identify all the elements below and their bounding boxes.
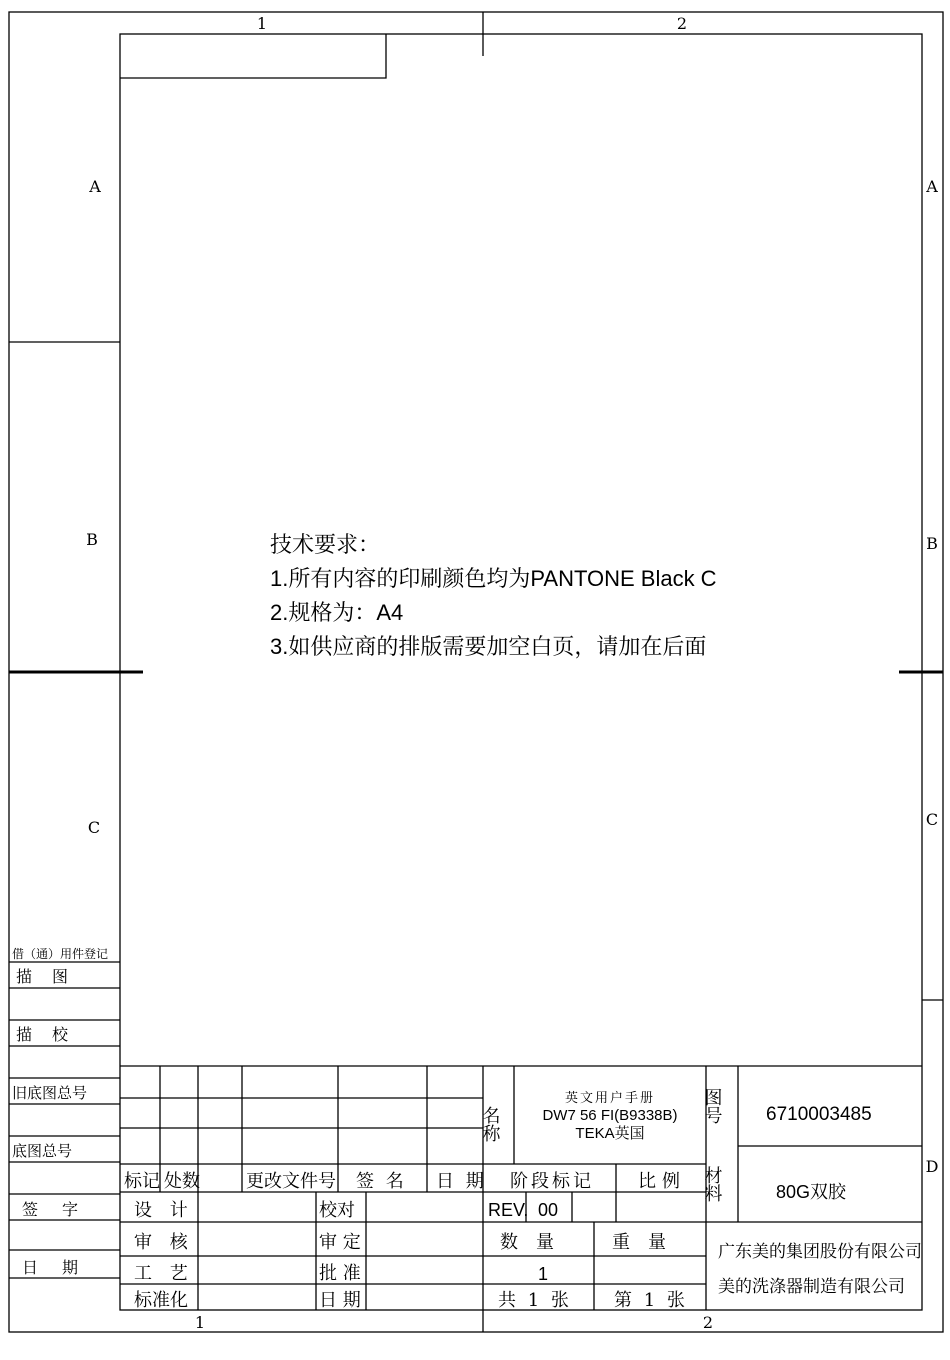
zone-row-a-left: A: [89, 177, 101, 196]
scale-label: 比例: [638, 1171, 686, 1192]
drawing-no-label: 图号: [701, 1088, 723, 1124]
role-process: 工 艺: [134, 1263, 194, 1284]
name-label: 名称: [479, 1106, 501, 1142]
notes-heading: 技术要求：: [270, 532, 381, 557]
zone-row-d-right: D: [925, 1157, 939, 1176]
role-review: 审 核: [134, 1232, 194, 1253]
role-approve-check: 审 定: [319, 1232, 361, 1253]
role-proofread: 校对: [319, 1200, 355, 1221]
title-block-text: [124, 1088, 922, 1311]
base-no-label: 底图总号: [12, 1142, 73, 1160]
name-line-2: DW7 56 FI(B9338B): [542, 1107, 678, 1124]
header-count: 处数: [164, 1171, 200, 1192]
header-change-doc: 更改文件号: [246, 1171, 336, 1192]
rev-label: REV.: [488, 1200, 529, 1220]
role-standardize: 标准化: [134, 1290, 188, 1311]
technical-requirements: [270, 528, 717, 664]
zone-labels: [86, 14, 938, 1332]
notes-line-2: 2.规格为：A4: [270, 600, 404, 625]
check-label: 描 校: [16, 1025, 71, 1044]
old-base-no-label: 旧底图总号: [12, 1084, 88, 1102]
quantity-value: 1: [538, 1264, 549, 1284]
name-line-3: TEKA英国: [575, 1125, 645, 1142]
total-sheets: 共 1 张: [498, 1290, 572, 1311]
zone-row-c-left: C: [87, 818, 101, 837]
role-approve: 批 准: [319, 1263, 361, 1284]
material-label: 材料: [701, 1166, 723, 1202]
signature-label: 签 字: [22, 1200, 83, 1219]
header-sign: 签 名: [356, 1171, 407, 1192]
rev-value: 00: [538, 1200, 559, 1220]
trace-label: 描 图: [16, 967, 71, 986]
header-date: 日 期: [436, 1171, 487, 1192]
zone-col-1-bottom: 1: [194, 1313, 206, 1332]
drawing-no: 6710003485: [766, 1104, 872, 1125]
zone-row-b-left: B: [86, 530, 98, 549]
quantity-label: 数 量: [500, 1232, 554, 1253]
weight-label: 重 量: [612, 1232, 666, 1253]
header-mark: 标记: [124, 1171, 160, 1192]
role-design: 设 计: [134, 1200, 194, 1221]
side-panel: [12, 946, 108, 1277]
notes-line-3: 3.如供应商的排版需要加空白页，请加在后面: [270, 634, 707, 659]
stage-mark-label: 阶段标记: [510, 1171, 594, 1192]
register-label: 借（通）用件登记: [12, 947, 109, 961]
material-value: 80G双胶: [776, 1182, 847, 1202]
sheet-number: 第 1 张: [614, 1290, 688, 1311]
zone-col-2-bottom: 2: [702, 1313, 714, 1332]
date-label: 日 期: [22, 1258, 83, 1277]
company-name-2: 美的洗涤器制造有限公司: [718, 1277, 905, 1297]
role-date: 日 期: [319, 1290, 361, 1311]
zone-col-1-top: 1: [256, 14, 268, 33]
zone-row-b-right: B: [926, 534, 938, 553]
frame-lines: [9, 12, 943, 1332]
company-name-1: 广东美的集团股份有限公司: [718, 1242, 922, 1262]
name-line-1: 英文用户手册: [564, 1091, 656, 1106]
zone-col-2-top: 2: [676, 14, 688, 33]
zone-row-a-right: A: [926, 177, 938, 196]
zone-row-c-right: C: [925, 810, 939, 829]
notes-line-1: 1.所有内容的印刷颜色均为PANTONE Black C: [270, 566, 717, 591]
